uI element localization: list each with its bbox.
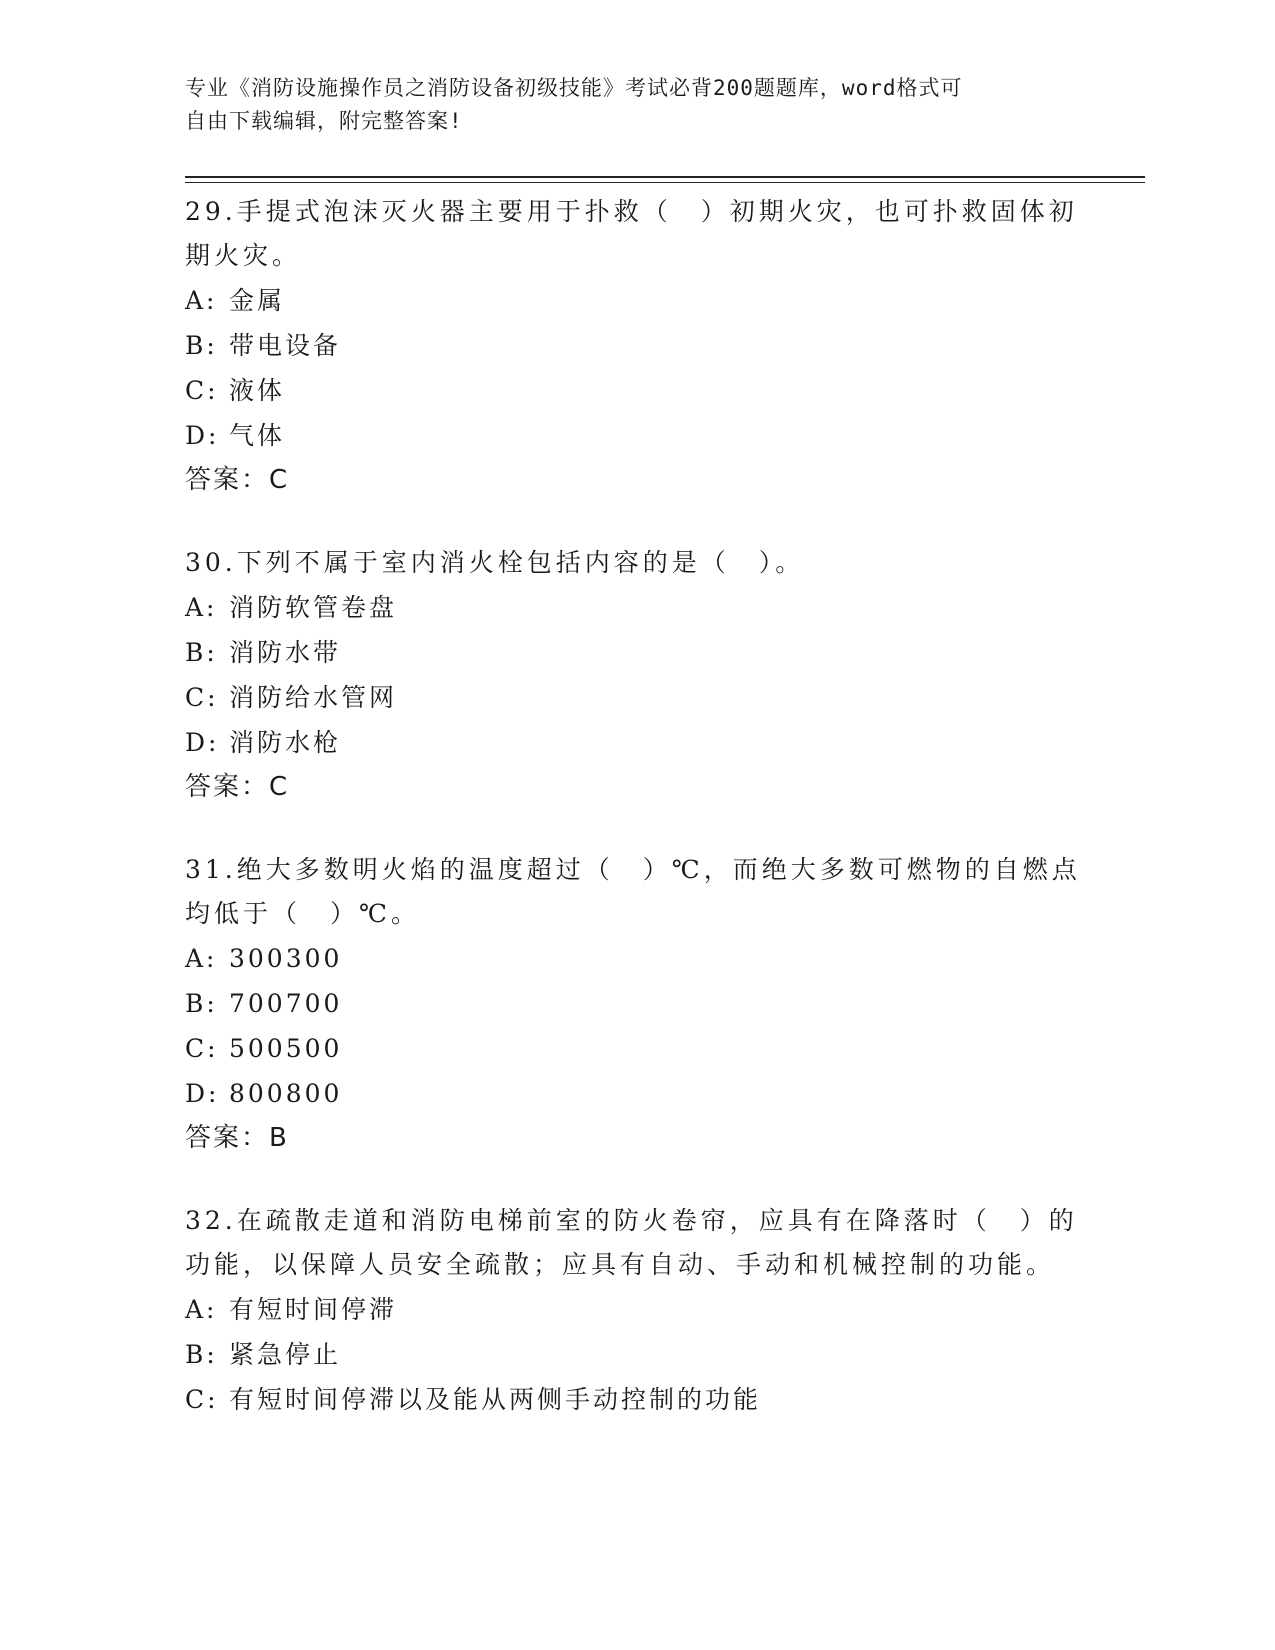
question-stem-line: 期火灾。 [185,241,302,270]
option-d [185,1071,1085,1116]
option-text: 300300 [229,944,343,973]
document-header [185,72,1065,138]
option-key: A: [185,1295,218,1324]
option-text: 消防给水管网 [229,683,398,712]
option-d [185,720,1085,765]
option-key: B: [185,638,218,667]
question-32 [185,1199,1085,1422]
option-b [185,981,1085,1026]
option-b [185,630,1085,675]
question-stem-line: 32.在疏散走道和消防电梯前室的防火卷帘，应具有在降落时（ ）的 [185,1206,1078,1235]
option-a [185,585,1085,630]
option-text: 500500 [229,1034,343,1063]
option-text: 消防软管卷盘 [229,593,398,622]
option-a [185,278,1085,323]
question-stem-line: 30.下列不属于室内消火栓包括内容的是（ ）。 [185,548,805,577]
option-b [185,1332,1085,1377]
option-d [185,413,1085,458]
option-c [185,1377,1085,1422]
option-key: D: [185,728,220,757]
question-stem-line: 均低于（ ）℃。 [185,899,420,928]
question-list [185,190,1085,1461]
option-text: 金属 [229,286,286,315]
option-key: C: [185,1034,219,1063]
option-key: C: [185,683,219,712]
option-key: A: [185,944,218,973]
option-text: 气体 [229,421,286,450]
answer-line: 答案：B [185,1123,289,1153]
option-text: 有短时间停滞 [229,1295,398,1324]
option-c [185,1026,1085,1071]
option-text: 消防水带 [229,638,342,667]
header-line-2: 自由下载编辑，附完整答案! [185,109,463,133]
option-text: 紧急停止 [229,1340,342,1369]
option-key: B: [185,1340,218,1369]
option-key: B: [185,331,218,360]
option-c [185,675,1085,720]
question-stem-line: 29.手提式泡沫灭火器主要用于扑救（ ）初期火灾，也可扑救固体初 [185,197,1078,226]
header-divider [185,176,1145,183]
question-stem-line: 功能，以保障人员安全疏散；应具有自动、手动和机械控制的功能。 [185,1250,1056,1279]
question-stem-line: 31.绝大多数明火焰的温度超过（ ）℃，而绝大多数可燃物的自燃点 [185,855,1081,884]
option-c [185,368,1085,413]
option-text: 700700 [229,989,343,1018]
option-key: A: [185,593,218,622]
question-29 [185,190,1085,502]
option-key: A: [185,286,218,315]
answer-line: 答案：C [185,772,290,802]
option-key: C: [185,1385,219,1414]
option-a [185,936,1085,981]
header-line-1: 专业《消防设施操作员之消防设备初级技能》考试必背200题题库，word格式可 [185,76,963,100]
option-a [185,1287,1085,1332]
option-text: 消防水枪 [229,728,342,757]
option-b [185,323,1085,368]
option-text: 有短时间停滞以及能从两侧手动控制的功能 [229,1385,762,1414]
question-31 [185,848,1085,1160]
option-key: C: [185,376,219,405]
option-text: 带电设备 [229,331,342,360]
option-text: 800800 [229,1079,343,1108]
option-key: D: [185,421,220,450]
option-key: B: [185,989,218,1018]
option-text: 液体 [229,376,286,405]
question-30 [185,541,1085,809]
answer-line: 答案：C [185,465,290,495]
option-key: D: [185,1079,220,1108]
